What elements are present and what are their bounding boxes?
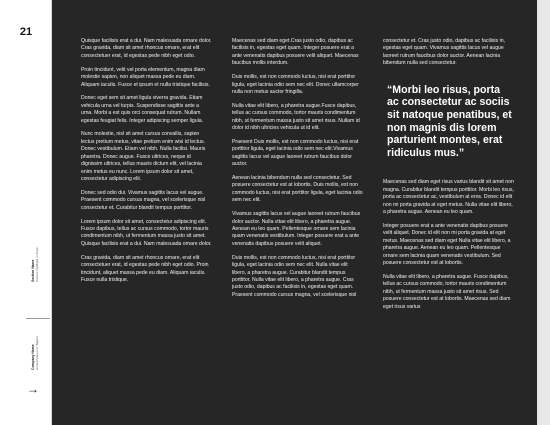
section-label [31, 247, 39, 282]
paragraph: Maecenas sed diam eget risus varius blandit sit amet non magna. Curabitur blandit tempus porttitor. Morbi leo risus, porta ac consectetur ac, vestibulum at eros. Donec id elit non mi porta gravida at eget metus. Nulla vitae elit libero, a pharetra augue. Aenean eu leo quam. [383, 179, 514, 216]
paragraph: Duis mollis, est non commodo luctus, nisi erat porttitor ligula, eget lacinia odio sem nec elit. Donec ullamcorper nulla non metus auctor fringilla. [232, 74, 359, 96]
text-column-2 [232, 38, 363, 306]
paragraph: Integer posuere erat a ante venenatis dapibus posuere velit aliquet. Donec id elit non mi porta gravida at eget metus. Maecenas sed diam eget Nulla vitae elit libero, a pharetra augue. Aenean eu leo quam. Pellentesque ornare sem lacinia quam venenatis vestibulum. Sed posuere consectetur est at lobortis. [383, 222, 511, 267]
paragraph: Duis mollis, est non commodo luctus, nisi erat porttitor ligula, eget lacinia odio sem nec elit. Nulla vitae elit libero, a pharetra augue. Curabitur blandit tempus porttitor. Nulla vitae elit libero, a pharetra augue. Cras justo odio, dapibus ac facilisis in, egestas eget quam. Praesent commodo cursus magna, vel scelerisque nisl [232, 254, 357, 298]
paragraph: consectetur et. Cras justo odio, dapibus ac facilisis in, egestas eget quam. Vivamus sagittis lacus vel augue laoreet rutrum faucibus dolor auctor. Aenean lacinia bibendum nulla sed consectetur. [383, 38, 506, 67]
company-label [31, 336, 39, 370]
arrow-right-icon[interactable]: → [27, 382, 39, 396]
company-subtitle: Annual Report or Tagline [35, 336, 40, 370]
paragraph: Nulla vitae elit libero, a pharetra augue.Fusce dapibus, tellus ac cursus commodo, tortor mauris condimentum nibh, ut fermentum massa justo sit amet risus. Nullam id dolor id nibh ultricies vehicula ut id elit. [232, 102, 360, 132]
page-edge [537, 0, 550, 425]
paragraph: Maecenas sed diam eget.Cras justo odio, dapibus ac facilisis in, egestas eget quam. Integer posuere erat a ante venenatis dapibus posuere velit aliquet. Maecenas faucibus mollis interdum. [232, 38, 359, 67]
paragraph: Donec sed odio dui. Vivamus sagittis lacus vel augue. Praesent commodo cursus magna, vel scelerisque nisl consectetur et. Curabitur blandit tempus porttitor. [81, 189, 206, 211]
paragraph: Aenean lacinia bibendum nulla sed consectetur. Sed posuere consectetur est at lobortis. Duis mollis, est non commodo luctus, nisi erat porttitor ligula, eget lacinia odio sem nec elit. [232, 174, 363, 204]
paragraph: Quisque facilisis erat a dui. Nam malesuada ornare dolor. Cras gravida, diam sit amet rhoncus ornare, erat elit consectetuer erat, id egestas pede nibh eget odio. [81, 38, 212, 59]
paragraph: Vivamus sagittis lacus vel augue laoreet rutrum faucibus dolor auctor. Nulla vitae elit libero, a pharetra augue. Aenean eu leo quam. Pellentesque ornare sem lacinia quam venenatis vestibulum. Integer posuere erat a ante venenatis dapibus posuere velit aliquet. [232, 211, 361, 247]
paragraph: Praesent Duis mollis, est non commodo luctus, nisi erat porttitor ligula, eget lacinia odio sem nec elit.Vivamus sagittis lacus vel augue laoreet rutrum faucibus dolor auctor. [232, 138, 359, 168]
main-content [52, 0, 537, 425]
section-title: Section Name [31, 259, 35, 282]
text-column-1 [81, 38, 212, 291]
pull-quote: “Morbi leo risus, porta ac consectetur ac sociis sit natoque penatibus, et non magnis dis lorem parturient montes, erat ridiculus mus.” [387, 83, 512, 159]
paragraph: Lorem ipsum dolor sit amet, consectetur adipiscing elit. Fusce dapibus, tellus ac cursus commodo, tortor mauris condimentum nibh, ut fermentum massa justo sit amet. Quisque facilisis erat a dui. Nam malesuada ornare dolor. [81, 218, 212, 247]
company-title: Company Name [31, 344, 35, 370]
paragraph: Cras gravida, diam sit amet rhoncus ornare, erat elit consectetuer erat, id egestas pede nibh eget odio. Proin tincidunt, aliquet massa pede eu diam. Aliquam iaculis. Fusce nulla tristique. [81, 254, 209, 284]
page-number: 21 [19, 26, 33, 38]
section-subtitle: Section Highlight or Topic [35, 247, 40, 282]
paragraph: Nunc molestie, nisl sit amet cursus convallis, sapien lectus pretium metus, vitae pretium enim wisi id lectus. Donec vestibulum. Etiam vel nibh. Nulla facilisi. Mauris pharetra. Donec augue. Fusce ultrices, neque id dignissim ultrices, tellus mauris dictum elit, vel lacinia enim metus eu nunc. Lorem ipsum dolor sit amet, consectetur adipiscing elit. [81, 131, 206, 183]
paragraph: Donec eget sem sit amet ligula viverra gravida. Etiam vehicula urna vel turpis. Suspendisse sagittis ante a urna. Morbi a est quis orci consequat rutrum. Nullam egestas feugiat felis. Integer adipiscing semper ligula. [81, 95, 204, 124]
text-column-3 [383, 38, 514, 318]
paragraph: Proin tincidunt, velit vel porta elementum, magna diam molestie sapien, non aliquet massa pede eu diam. Aliquam iaculis. Fusce et ipsum et nulla tristique facilisis. [81, 66, 210, 88]
paragraph: Nulla vitae elit libero, a pharetra augue. Fusce dapibus, tellus ac cursus commodo, tortor mauris condimentum nibh, ut fermentum massa justo sit amet risus. Sed posuere consectetur est at lobortis. Maecenas sed diam eget risus varius [383, 273, 511, 310]
sidebar-divider [26, 318, 50, 319]
sidebar [0, 0, 52, 425]
